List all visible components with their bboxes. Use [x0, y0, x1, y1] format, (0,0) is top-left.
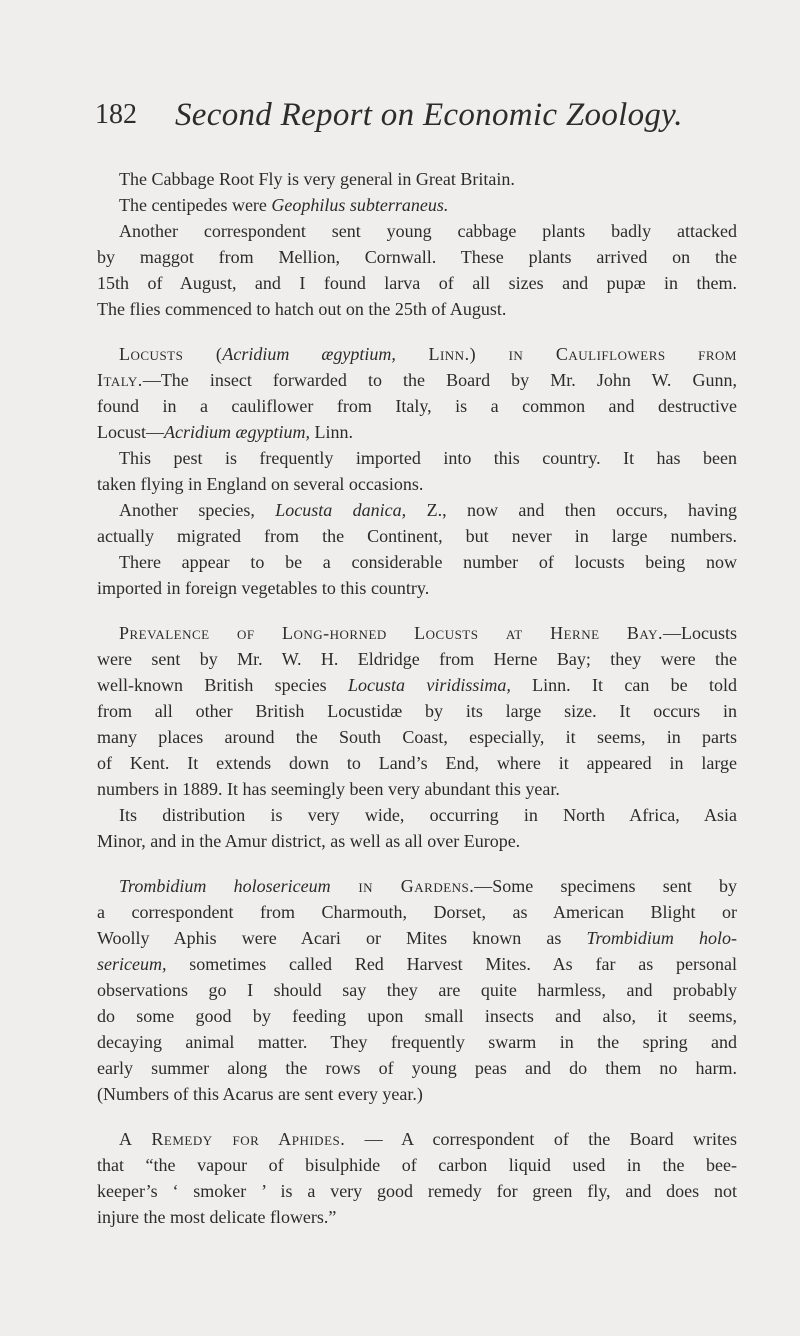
- text-line: Its distribution is very wide, occurring in North Africa, Asia: [119, 805, 737, 825]
- text-line: [97, 367, 737, 393]
- text-line: The Cabbage Root Fly is very general in Great Britain.: [119, 169, 515, 189]
- species-name: Acridium ægyptium,: [222, 344, 396, 364]
- section-heading: Italy.: [97, 370, 143, 390]
- text-run: —The insect forwarded to the Board by Mr. John W. Gunn,: [142, 370, 737, 390]
- paragraph-cabbage-root-fly: [97, 166, 737, 322]
- text-line: actually migrated from the Continent, but never in large numbers.: [97, 526, 737, 546]
- text-line: from all other British Locustidæ by its large size. It occurs in: [97, 701, 737, 721]
- text-line: imported in foreign vegetables to this country.: [97, 578, 430, 598]
- text-line: [97, 1126, 737, 1152]
- paragraph-gap: [97, 854, 737, 873]
- species-name: Geophilus subterraneus.: [271, 195, 449, 215]
- text-line: (Numbers of this Acarus are sent every year.): [97, 1084, 423, 1104]
- paragraph-trombidium: [97, 873, 737, 1107]
- species-name: Trombidium holo-: [586, 928, 737, 948]
- text-run: sometimes called Red Harvest Mites. As far as personal: [166, 954, 737, 974]
- species-name: sericeum,: [97, 954, 167, 974]
- running-title: Second Report on Economic Zoology.: [175, 97, 683, 133]
- text-line: [97, 419, 737, 445]
- page-number: 182: [95, 99, 137, 130]
- paragraph-locusts-cauliflowers: [97, 341, 737, 601]
- text-line: [97, 620, 737, 646]
- text-line: [97, 951, 737, 977]
- text-line: Another correspondent sent young cabbage plants badly attacked: [119, 221, 737, 241]
- section-heading: A Remedy for Aphides.: [119, 1129, 346, 1149]
- text-line: were sent by Mr. W. H. Eldridge from Herne Bay; they were the: [97, 649, 737, 669]
- text-run: — A correspondent of the Board writes: [345, 1129, 737, 1149]
- species-name: Locusta danica,: [275, 500, 407, 520]
- text-line: early summer along the rows of young peas and do them no harm.: [97, 1058, 737, 1078]
- paragraph-gap: [97, 322, 737, 341]
- section-heading: in Gardens.: [330, 876, 475, 896]
- text-line: found in a cauliflower from Italy, is a common and destructive: [97, 396, 737, 416]
- text-line: 15th of August, and I found larva of all sizes and pupæ in them.: [97, 273, 737, 293]
- text-line: observations go I should say they are quite harmless, and probably: [97, 980, 737, 1000]
- species-name: Acridium ægyptium,: [164, 422, 310, 442]
- page-header: [0, 95, 800, 155]
- text-line: many places around the South Coast, especially, it seems, in parts: [97, 727, 737, 747]
- species-name: Locusta viridissima,: [347, 675, 511, 695]
- text-run: The centipedes were: [119, 195, 272, 215]
- section-heading: Linn.) in Cauliflowers from: [395, 344, 737, 364]
- text-line: [97, 925, 737, 951]
- text-run: Another species,: [119, 500, 276, 520]
- text-line: by maggot from Mellion, Cornwall. These plants arrived on the: [97, 247, 737, 267]
- text-line: injure the most delicate flowers.”: [97, 1207, 337, 1227]
- text-line: This pest is frequently imported into this country. It has been: [119, 448, 737, 468]
- species-name: Trombidium holosericeum: [119, 876, 331, 896]
- text-run: —Some specimens sent by: [474, 876, 737, 896]
- text-run: Z., now and then occurs, having: [406, 500, 737, 520]
- text-line: There appear to be a considerable number of locusts being now: [119, 552, 737, 572]
- text-line: [97, 873, 737, 899]
- text-line: [97, 341, 737, 367]
- text-line: [97, 672, 737, 698]
- text-line: Minor, and in the Amur district, as well as all over Europe.: [97, 831, 521, 851]
- paragraph-long-horned-locusts: [97, 620, 737, 854]
- text-line: The flies commenced to hatch out on the 25th of August.: [97, 299, 507, 319]
- text-line: of Kent. It extends down to Land’s End, where it appeared in large: [97, 753, 737, 773]
- section-heading: Locusts (: [119, 344, 223, 364]
- text-line: [97, 497, 737, 523]
- text-run: Linn. It can be told: [510, 675, 737, 695]
- text-line: numbers in 1889. It has seemingly been very abundant this year.: [97, 779, 560, 799]
- text-line: do some good by feeding upon small insects and also, it seems,: [97, 1006, 737, 1026]
- text-line: [97, 192, 737, 218]
- text-run: well-known British species: [97, 675, 348, 695]
- text-line: decaying animal matter. They frequently swarm in the spring and: [97, 1032, 737, 1052]
- text-run: Locust—: [97, 422, 164, 442]
- text-run: —Locusts: [663, 623, 737, 643]
- paragraph-gap: [97, 1107, 737, 1126]
- text-line: that “the vapour of bisulphide of carbon liquid used in the bee-: [97, 1155, 737, 1175]
- text-run: Linn.: [310, 422, 353, 442]
- body-text: [97, 166, 737, 1230]
- text-line: a correspondent from Charmouth, Dorset, as American Blight or: [97, 902, 737, 922]
- paragraph-gap: [97, 601, 737, 620]
- paragraph-remedy-aphides: [97, 1126, 737, 1230]
- section-heading: Prevalence of Long-horned Locusts at Herne Bay.: [119, 623, 663, 643]
- text-run: Woolly Aphis were Acari or Mites known as: [97, 928, 587, 948]
- text-line: keeper’s ‘ smoker ’ is a very good remedy for green fly, and does not: [97, 1181, 737, 1201]
- text-line: taken flying in England on several occasions.: [97, 474, 424, 494]
